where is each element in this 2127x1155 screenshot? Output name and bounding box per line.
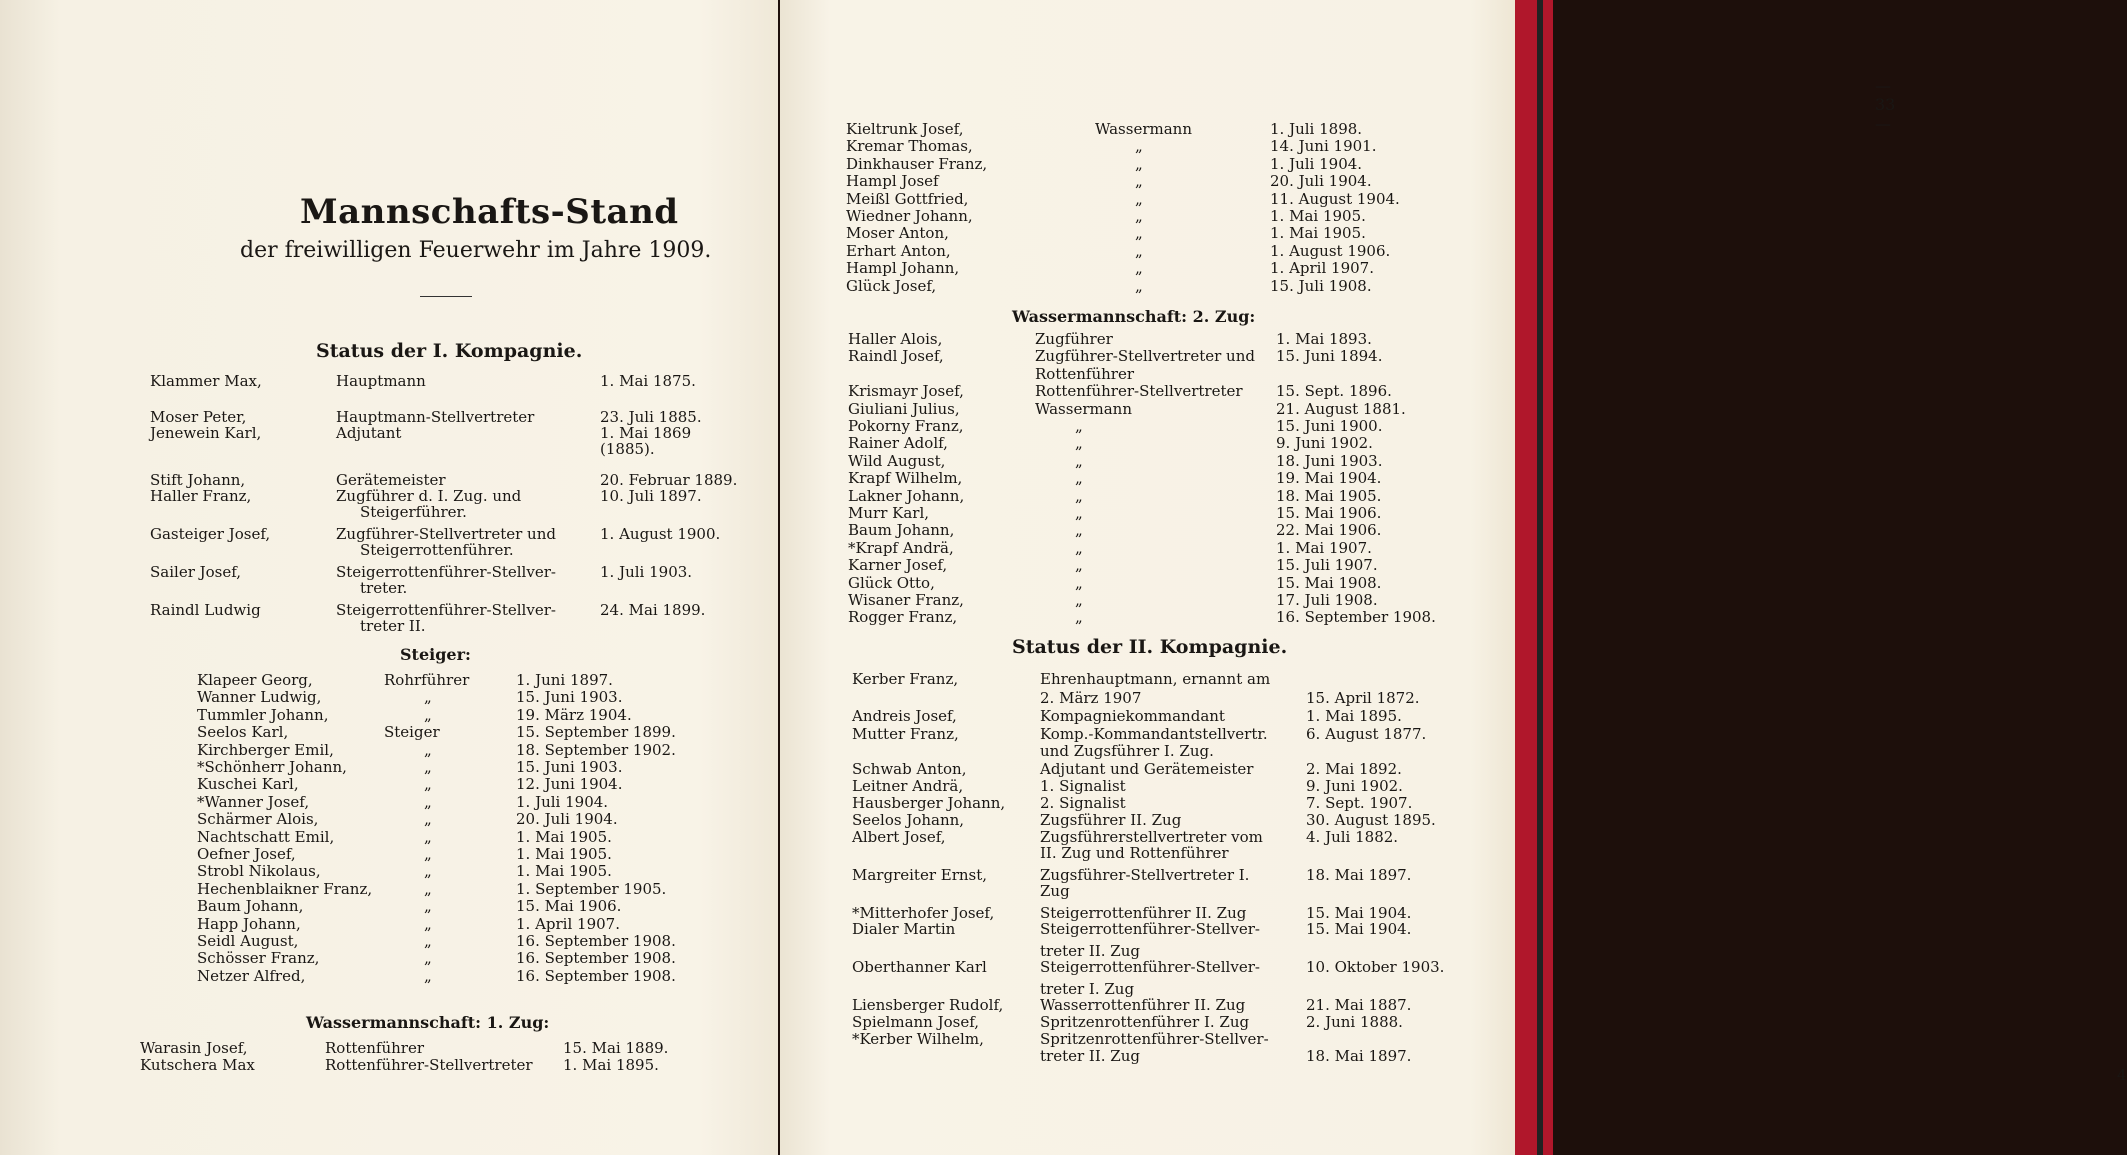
roster-role: „ bbox=[424, 862, 432, 880]
roster-name: Kirchberger Emil, bbox=[197, 741, 334, 759]
roster-date: 15. Mai 1904. bbox=[1306, 920, 1412, 938]
roster-name: Strobl Nikolaus, bbox=[197, 862, 321, 880]
roster-date: 14. Juni 1901. bbox=[1270, 137, 1377, 155]
roster-date: 2. Juni 1888. bbox=[1306, 1013, 1403, 1031]
roster-date: 15. Mai 1889. bbox=[563, 1039, 669, 1057]
roster-role: „ bbox=[1075, 452, 1083, 470]
roster-date: 20. Juli 1904. bbox=[1270, 172, 1372, 190]
roster-role: Steiger bbox=[384, 723, 440, 741]
roster-name: Kutschera Max bbox=[140, 1056, 255, 1074]
roster-name: Dialer Martin bbox=[852, 920, 956, 938]
roster-role: „ bbox=[1075, 521, 1083, 539]
roster-name: Hausberger Johann, bbox=[852, 794, 1006, 812]
roster-name: Kremar Thomas, bbox=[846, 137, 973, 155]
roster-date: 15. April 1872. bbox=[1306, 689, 1420, 707]
page-number: — 33 — bbox=[1875, 76, 1896, 133]
roster-name: Wisaner Franz, bbox=[848, 591, 964, 609]
roster-name: Andreis Josef, bbox=[852, 707, 957, 725]
roster-role: treter I. Zug bbox=[1040, 980, 1135, 998]
roster-name: *Schönherr Johann, bbox=[197, 758, 347, 776]
roster-date: 10. Oktober 1903. bbox=[1306, 958, 1445, 976]
roster-name: Wanner Ludwig, bbox=[197, 688, 322, 706]
roster-role: Zug bbox=[1040, 882, 1070, 900]
roster-date: 15. September 1899. bbox=[516, 723, 676, 741]
roster-role: 1. Signalist bbox=[1040, 777, 1126, 795]
section-heading-status-der-i-kompagnie: Status der I. Kompagnie. bbox=[316, 340, 583, 362]
roster-role: „ bbox=[424, 915, 432, 933]
left-page bbox=[0, 0, 778, 1155]
roster-role: Zugführer-Stellvertreter und bbox=[336, 525, 556, 543]
roster-name: Pokorny Franz, bbox=[848, 417, 964, 435]
roster-name: Rainer Adolf, bbox=[848, 434, 948, 452]
roster-date: 15. Mai 1906. bbox=[516, 897, 622, 915]
roster-date: 18. Juni 1903. bbox=[1276, 452, 1383, 470]
roster-name: Moser Anton, bbox=[846, 224, 949, 242]
roster-date: 1. September 1905. bbox=[516, 880, 667, 898]
roster-name: Wiedner Johann, bbox=[846, 207, 973, 225]
roster-role: „ bbox=[1075, 539, 1083, 557]
roster-name: Murr Karl, bbox=[848, 504, 930, 522]
roster-name: Schärmer Alois, bbox=[197, 810, 319, 828]
roster-date: 1. Mai 1869 bbox=[600, 424, 692, 442]
roster-role: Steigerrottenführer-Stellver- bbox=[1040, 920, 1260, 938]
roster-role: „ bbox=[1135, 259, 1143, 277]
roster-name: Wild August, bbox=[848, 452, 946, 470]
roster-name: Oefner Josef, bbox=[197, 845, 296, 863]
roster-name: Glück Josef, bbox=[846, 277, 937, 295]
roster-date: 22. Mai 1906. bbox=[1276, 521, 1382, 539]
roster-name: Kieltrunk Josef, bbox=[846, 120, 964, 138]
roster-role: „ bbox=[424, 810, 432, 828]
roster-name: Karner Josef, bbox=[848, 556, 948, 574]
roster-role: treter. bbox=[360, 579, 408, 597]
roster-name: Hampl Johann, bbox=[846, 259, 960, 277]
roster-name: Giuliani Julius, bbox=[848, 400, 960, 418]
roster-date: 1. Mai 1893. bbox=[1276, 330, 1372, 348]
roster-role: Hauptmann bbox=[336, 372, 426, 390]
roster-date: 15. Juni 1903. bbox=[516, 688, 623, 706]
roster-date: 15. Mai 1906. bbox=[1276, 504, 1382, 522]
roster-date: 15. Mai 1904. bbox=[1306, 904, 1412, 922]
roster-role: „ bbox=[1075, 574, 1083, 592]
roster-role: „ bbox=[424, 949, 432, 967]
roster-role: „ bbox=[1075, 434, 1083, 452]
roster-name: Seelos Karl, bbox=[197, 723, 289, 741]
roster-role: „ bbox=[1135, 207, 1143, 225]
roster-date: 19. Mai 1904. bbox=[1276, 469, 1382, 487]
roster-role: 2. Signalist bbox=[1040, 794, 1126, 812]
roster-date: 7. Sept. 1907. bbox=[1306, 794, 1413, 812]
roster-role: Adjutant bbox=[336, 424, 402, 442]
roster-role: Steigerrottenführer-Stellver- bbox=[1040, 958, 1260, 976]
roster-role: II. Zug und Rottenführer bbox=[1040, 844, 1229, 862]
roster-date: 16. September 1908. bbox=[516, 949, 676, 967]
roster-date: 1. Mai 1907. bbox=[1276, 539, 1372, 557]
roster-role: „ bbox=[1135, 190, 1143, 208]
roster-name: Hechenblaikner Franz, bbox=[197, 880, 373, 898]
roster-role: „ bbox=[424, 897, 432, 915]
roster-date: 1. Mai 1895. bbox=[1306, 707, 1402, 725]
title-divider bbox=[420, 296, 472, 297]
roster-name: Oberthanner Karl bbox=[852, 958, 987, 976]
roster-role: „ bbox=[424, 706, 432, 724]
roster-role: Zugführer-Stellvertreter und bbox=[1035, 347, 1255, 365]
roster-name: Klammer Max, bbox=[150, 372, 262, 390]
roster-role: treter II. Zug bbox=[1040, 942, 1140, 960]
roster-date: 18. Mai 1905. bbox=[1276, 487, 1382, 505]
roster-role: Wasserrottenführer II. Zug bbox=[1040, 996, 1246, 1014]
roster-name: Warasin Josef, bbox=[140, 1039, 248, 1057]
roster-name: Albert Josef, bbox=[852, 828, 946, 846]
roster-date: 1. Juli 1898. bbox=[1270, 120, 1363, 138]
roster-date: 15. Juli 1907. bbox=[1276, 556, 1378, 574]
roster-date: 6. August 1877. bbox=[1306, 725, 1427, 743]
roster-name: Haller Franz, bbox=[150, 487, 252, 505]
roster-date: 17. Juli 1908. bbox=[1276, 591, 1378, 609]
roster-date: 15. Sept. 1896. bbox=[1276, 382, 1392, 400]
roster-name: Rogger Franz, bbox=[848, 608, 958, 626]
roster-date: 15. Juni 1903. bbox=[516, 758, 623, 776]
roster-name: *Krapf Andrä, bbox=[848, 539, 954, 557]
roster-role: Hauptmann-Stellvertreter bbox=[336, 408, 535, 426]
roster-date: 9. Juni 1902. bbox=[1276, 434, 1373, 452]
roster-role: Kompagniekommandant bbox=[1040, 707, 1225, 725]
roster-name: Krapf Wilhelm, bbox=[848, 469, 963, 487]
roster-name: Moser Peter, bbox=[150, 408, 247, 426]
roster-date: (1885). bbox=[600, 440, 655, 458]
roster-name: Meißl Gottfried, bbox=[846, 190, 969, 208]
roster-role: Spritzenrottenführer I. Zug bbox=[1040, 1013, 1250, 1031]
roster-name: Raindl Ludwig bbox=[150, 601, 261, 619]
roster-role: „ bbox=[424, 828, 432, 846]
roster-date: 1. Mai 1905. bbox=[1270, 224, 1366, 242]
roster-role: Steigerrottenführer. bbox=[360, 541, 514, 559]
roster-name: Mutter Franz, bbox=[852, 725, 959, 743]
roster-date: 1. April 1907. bbox=[516, 915, 620, 933]
roster-role: Gerätemeister bbox=[336, 471, 446, 489]
roster-date: 1. Juli 1904. bbox=[1270, 155, 1363, 173]
roster-date: 10. Juli 1897. bbox=[600, 487, 702, 505]
section-heading-wassermannschaft-1-zug: Wassermannschaft: 1. Zug: bbox=[306, 1013, 550, 1032]
roster-date: 1. Mai 1905. bbox=[516, 862, 612, 880]
roster-name: Baum Johann, bbox=[848, 521, 955, 539]
roster-name: Gasteiger Josef, bbox=[150, 525, 271, 543]
roster-role: „ bbox=[424, 967, 432, 985]
roster-role: „ bbox=[1075, 487, 1083, 505]
roster-name: Dinkhauser Franz, bbox=[846, 155, 988, 173]
roster-name: Liensberger Rudolf, bbox=[852, 996, 1004, 1014]
roster-role: „ bbox=[1135, 137, 1143, 155]
roster-name: Netzer Alfred, bbox=[197, 967, 306, 985]
roster-role: „ bbox=[1075, 504, 1083, 522]
roster-date: 19. März 1904. bbox=[516, 706, 632, 724]
roster-role: Wassermann bbox=[1035, 400, 1132, 418]
roster-date: 18. Mai 1897. bbox=[1306, 1047, 1412, 1065]
roster-name: Tummler Johann, bbox=[197, 706, 329, 724]
page-subtitle: der freiwilligen Feuerwehr im Jahre 1909. bbox=[240, 238, 712, 263]
roster-date: 1. August 1906. bbox=[1270, 242, 1391, 260]
roster-date: 21. August 1881. bbox=[1276, 400, 1406, 418]
roster-name: Erhart Anton, bbox=[846, 242, 951, 260]
roster-role: Adjutant und Gerätemeister bbox=[1040, 760, 1254, 778]
roster-name: Seidl August, bbox=[197, 932, 299, 950]
roster-date: 1. April 1907. bbox=[1270, 259, 1374, 277]
roster-role: „ bbox=[1075, 591, 1083, 609]
roster-date: 15. Juni 1900. bbox=[1276, 417, 1383, 435]
roster-name: Leitner Andrä, bbox=[852, 777, 964, 795]
roster-date: 2. Mai 1892. bbox=[1306, 760, 1402, 778]
roster-date: 1. Juni 1897. bbox=[516, 671, 613, 689]
roster-role: treter II. bbox=[360, 617, 426, 635]
roster-role: Wassermann bbox=[1095, 120, 1192, 138]
roster-role: „ bbox=[1075, 469, 1083, 487]
roster-name: Kuschei Karl, bbox=[197, 775, 299, 793]
roster-name: *Mitterhofer Josef, bbox=[852, 904, 995, 922]
roster-name: Hampl Josef bbox=[846, 172, 939, 190]
roster-name: Raindl Josef, bbox=[848, 347, 944, 365]
section-heading-steiger: Steiger: bbox=[400, 645, 471, 664]
roster-date: 1. Mai 1895. bbox=[563, 1056, 659, 1074]
roster-role: Rottenführer-Stellvertreter bbox=[325, 1056, 533, 1074]
roster-role: Komp.-Kommandantstellvertr. bbox=[1040, 725, 1268, 743]
roster-date: 1. Juli 1903. bbox=[600, 563, 693, 581]
roster-role: „ bbox=[1135, 242, 1143, 260]
roster-date: 1. Juli 1904. bbox=[516, 793, 609, 811]
roster-role: „ bbox=[424, 880, 432, 898]
roster-name: Stift Johann, bbox=[150, 471, 246, 489]
roster-date: 16. September 1908. bbox=[516, 932, 676, 950]
roster-date: 15. Juni 1894. bbox=[1276, 347, 1383, 365]
roster-date: 1. Mai 1875. bbox=[600, 372, 696, 390]
roster-role: „ bbox=[1135, 224, 1143, 242]
roster-date: 1. Mai 1905. bbox=[1270, 207, 1366, 225]
roster-role: „ bbox=[424, 932, 432, 950]
roster-name: Spielmann Josef, bbox=[852, 1013, 980, 1031]
roster-name: Baum Johann, bbox=[197, 897, 304, 915]
roster-date: 30. August 1895. bbox=[1306, 811, 1436, 829]
roster-role: Zugführer bbox=[1035, 330, 1113, 348]
roster-role: Rottenführer bbox=[1035, 365, 1135, 383]
roster-role: Steigerrottenführer-Stellver- bbox=[336, 563, 556, 581]
roster-role: „ bbox=[1135, 155, 1143, 173]
roster-date: 4. Juli 1882. bbox=[1306, 828, 1399, 846]
roster-name: *Kerber Wilhelm, bbox=[852, 1030, 984, 1048]
roster-name: *Wanner Josef, bbox=[197, 793, 310, 811]
roster-date: 15. Juli 1908. bbox=[1270, 277, 1372, 295]
roster-date: 16. September 1908. bbox=[1276, 608, 1436, 626]
roster-name: Krismayr Josef, bbox=[848, 382, 964, 400]
roster-date: 12. Juni 1904. bbox=[516, 775, 623, 793]
roster-role: „ bbox=[1075, 556, 1083, 574]
roster-name: Haller Alois, bbox=[848, 330, 943, 348]
roster-role: „ bbox=[424, 793, 432, 811]
roster-date: 20. Februar 1889. bbox=[600, 471, 738, 489]
roster-role: „ bbox=[1135, 172, 1143, 190]
roster-name: Klapeer Georg, bbox=[197, 671, 313, 689]
roster-name: Schösser Franz, bbox=[197, 949, 320, 967]
roster-role: Zugführer d. I. Zug. und bbox=[336, 487, 522, 505]
roster-role: Steigerrottenführer-Stellver- bbox=[336, 601, 556, 619]
roster-date: 11. August 1904. bbox=[1270, 190, 1400, 208]
roster-role: „ bbox=[1075, 608, 1083, 626]
roster-date: 1. August 1900. bbox=[600, 525, 721, 543]
roster-role: Rottenführer bbox=[325, 1039, 425, 1057]
roster-role: und Zugsführer I. Zug. bbox=[1040, 742, 1214, 760]
section-heading-status-der-ii-kompagnie: Status der II. Kompagnie. bbox=[1012, 636, 1288, 658]
roster-role: Zugsführer-Stellvertreter I. bbox=[1040, 866, 1250, 884]
roster-name: Sailer Josef, bbox=[150, 563, 242, 581]
roster-role: Rohrführer bbox=[384, 671, 470, 689]
roster-role: Steigerrottenführer II. Zug bbox=[1040, 904, 1247, 922]
roster-role: Spritzenrottenführer-Stellver- bbox=[1040, 1030, 1269, 1048]
roster-date: 21. Mai 1887. bbox=[1306, 996, 1412, 1014]
roster-role: „ bbox=[424, 775, 432, 793]
roster-role: „ bbox=[1135, 277, 1143, 295]
roster-role: Zugsführer II. Zug bbox=[1040, 811, 1182, 829]
roster-name: Schwab Anton, bbox=[852, 760, 967, 778]
section-heading-wassermannschaft-2-zug: Wassermannschaft: 2. Zug: bbox=[1012, 307, 1256, 326]
right-page bbox=[780, 0, 2127, 1155]
roster-date: 16. September 1908. bbox=[516, 967, 676, 985]
roster-name: Jenewein Karl, bbox=[150, 424, 262, 442]
roster-name: Nachtschatt Emil, bbox=[197, 828, 335, 846]
roster-role: Steigerführer. bbox=[360, 503, 467, 521]
roster-date: 1. Mai 1905. bbox=[516, 828, 612, 846]
roster-role: 2. März 1907 bbox=[1040, 689, 1142, 707]
roster-role: „ bbox=[424, 741, 432, 759]
roster-role: „ bbox=[424, 845, 432, 863]
roster-role: „ bbox=[424, 758, 432, 776]
roster-role: Zugsführerstellvertreter vom bbox=[1040, 828, 1263, 846]
roster-date: 18. September 1902. bbox=[516, 741, 676, 759]
roster-name: Glück Otto, bbox=[848, 574, 935, 592]
page-title: Mannschafts-Stand bbox=[300, 192, 679, 232]
roster-role: treter II. Zug bbox=[1040, 1047, 1140, 1065]
roster-date: 18. Mai 1897. bbox=[1306, 866, 1412, 884]
signature-number: 4 bbox=[2117, 1066, 2127, 1084]
roster-date: 20. Juli 1904. bbox=[516, 810, 618, 828]
roster-date: 24. Mai 1899. bbox=[600, 601, 706, 619]
roster-role: Ehrenhauptmann, ernannt am bbox=[1040, 670, 1271, 688]
roster-role: „ bbox=[1075, 417, 1083, 435]
roster-role: „ bbox=[424, 688, 432, 706]
roster-role: Rottenführer-Stellvertreter bbox=[1035, 382, 1243, 400]
roster-name: Kerber Franz, bbox=[852, 670, 959, 688]
roster-date: 23. Juli 1885. bbox=[600, 408, 702, 426]
book-cover-edge bbox=[1515, 0, 1553, 1155]
roster-name: Margreiter Ernst, bbox=[852, 866, 988, 884]
roster-date: 9. Juni 1902. bbox=[1306, 777, 1403, 795]
roster-date: 15. Mai 1908. bbox=[1276, 574, 1382, 592]
roster-name: Seelos Johann, bbox=[852, 811, 965, 829]
roster-date: 1. Mai 1905. bbox=[516, 845, 612, 863]
roster-name: Happ Johann, bbox=[197, 915, 301, 933]
roster-name: Lakner Johann, bbox=[848, 487, 965, 505]
